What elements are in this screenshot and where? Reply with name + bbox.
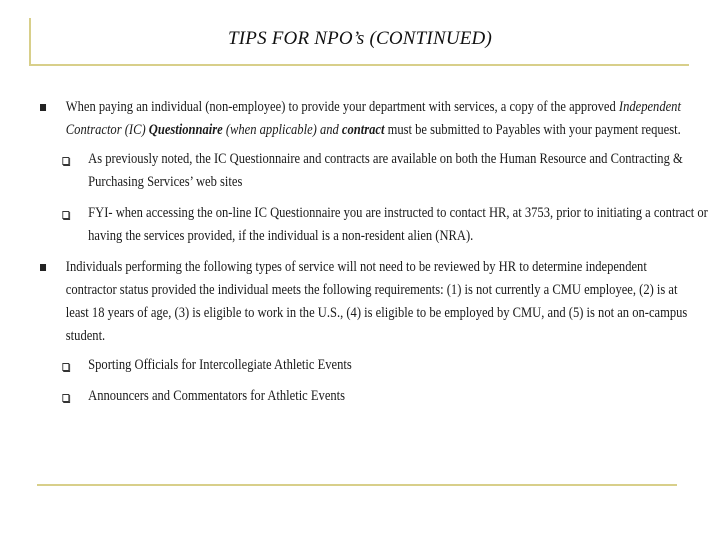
checkbox-bullet-icon [62,363,69,371]
bullet-item-2 [40,256,694,348]
checkbox-bullet-icon [62,157,69,165]
sub-bullet-2-1 [40,354,716,377]
bullet-1-text-a: When paying an individual (non-employee) to provide your department with services, a copy of the approved [65,99,619,115]
sub-bullet-text: Sporting Officials for Intercollegiate Athletic Events [88,357,352,373]
sub-bullet-text: Announcers and Commentators for Athletic Events [88,388,346,404]
bullet-item-1 [40,96,694,142]
slide-content [40,96,708,416]
bullet-1-text-b: Independent Contractor (IC) [65,99,681,138]
frame-bottom-rule [37,484,677,486]
square-bullet-icon [40,104,46,111]
bullet-2-text: Individuals performing the following types of service will not need to be reviewed by HR to determine independent contractor status provided the individual meets the following requirements: (1) is not currently a CMU employee, (2) is at least 18 years of age, (3) is eligible to work in the U.S., (4) is eligible to be employed by CMU, and (5) is not an on-campus student. [65,259,688,344]
sub-bullet-text: As previously noted, the IC Questionnaire and contracts are available on both the Human Resource and Contracting & Purchasing Services’ web sites [88,151,683,190]
bullet-1-text-d: (when applicable) and [222,122,342,138]
frame-top-rule [29,64,689,66]
checkbox-bullet-icon [62,394,69,402]
bullet-1-text-f: must be submitted to Payables with your payment request. [384,122,681,138]
checkbox-bullet-icon [62,211,69,219]
sub-bullet-1-2 [40,202,716,248]
sub-bullet-text: FYI- when accessing the on-line IC Questionnaire you are instructed to contact HR, at 3753, prior to initiating a contract or having the services provided, if the individual is a non-resident alien (NRA). [88,205,708,244]
bullet-1-text-e: contract [341,122,385,138]
bullet-1-text-c: Questionnaire [148,122,223,138]
sub-bullet-2-2 [40,385,716,408]
sub-bullet-1-1 [40,148,716,194]
slide-title: TIPS FOR NPO’s (CONTINUED) [228,28,492,49]
square-bullet-icon [40,264,46,271]
